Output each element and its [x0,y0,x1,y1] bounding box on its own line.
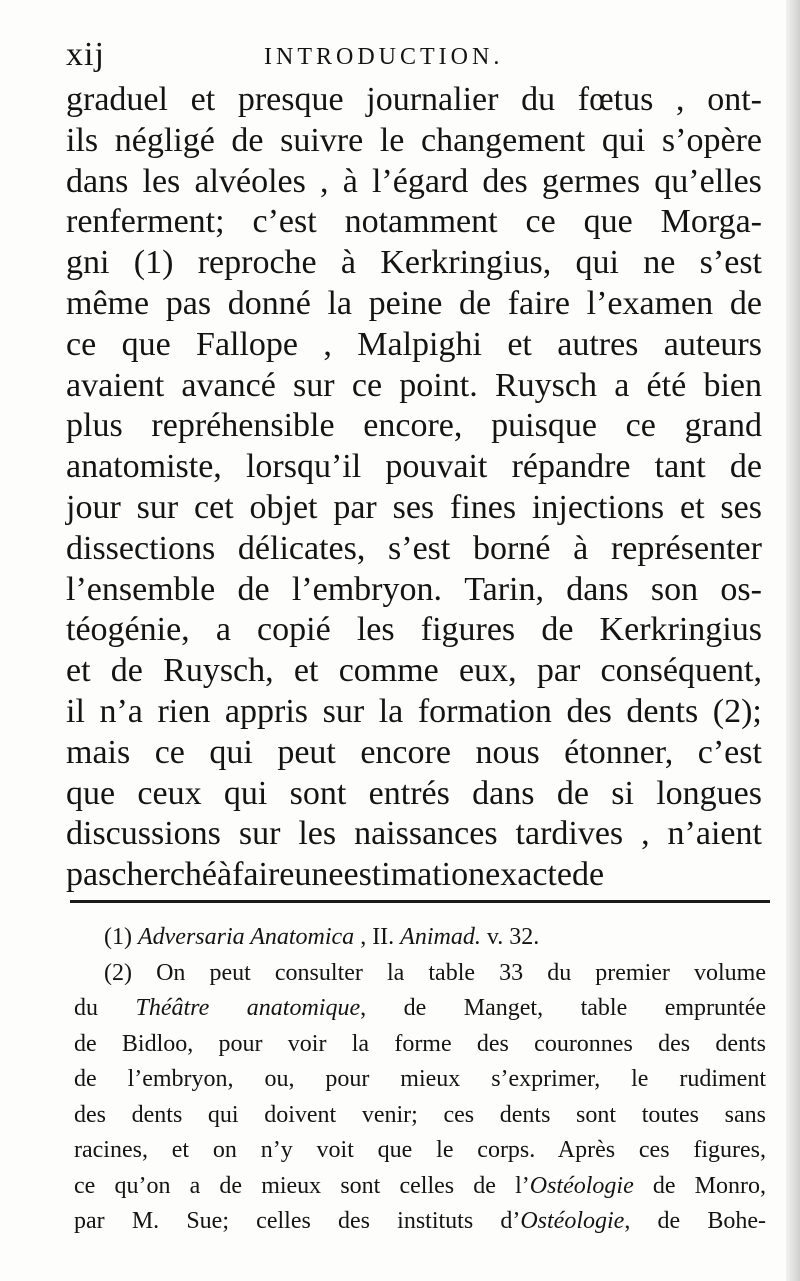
word: reproche [197,244,317,282]
word: nous [475,733,540,771]
word: faire [507,284,570,322]
footnote-2-line [74,1169,766,1205]
footnote-text: (2) On peut consulter la table 33 du premier volume [104,959,766,986]
footnote-2-line-text [104,956,766,992]
word: os- [720,570,762,608]
word: Kerkringius, [380,244,552,282]
word: que [121,325,171,363]
body-line [66,488,762,529]
word: dents [626,692,699,730]
word: injections [531,488,665,526]
word: tardives [515,815,624,853]
footnote-text: , de Manget, table empruntée [360,995,767,1021]
word: changement [420,121,586,159]
word: grand [684,407,762,445]
word: qui [223,774,268,812]
body-line [66,121,762,162]
footnote-2-line [74,1027,766,1063]
word: presque [237,81,344,118]
word: par [333,488,377,526]
word: longues [656,774,762,812]
word: dans [66,162,129,200]
word: fines [450,488,517,526]
footnote-2-line [74,1062,766,1098]
word: graduel [66,81,168,118]
word: s’opère [661,121,762,159]
word: et [680,488,705,526]
word: pouvait [385,448,488,486]
word: ce [66,325,97,363]
word: plus [66,407,123,445]
footnote-2-line [74,956,766,992]
body-text [66,80,762,896]
word: Tarin, [464,570,545,608]
word: et [507,325,532,363]
word: si [611,774,634,812]
word: des [482,162,528,200]
word: de [729,284,762,322]
word: Kerkringius [599,611,762,649]
footnote-1-abbrev: Animad. [400,924,481,950]
word: par [536,652,581,690]
word: ils [66,121,99,159]
word: cherché [111,856,218,894]
footnote-2-line-text [74,1169,766,1205]
word: entrés [368,774,450,812]
footnote-text: , de Bohe- [624,1208,766,1234]
word: point. [399,366,478,404]
word: des [566,692,612,730]
word: qu’elles [654,162,762,200]
body-line [66,284,762,325]
word: pas [66,856,112,894]
word: Ruysch, [163,652,274,690]
word: à [573,529,589,567]
word: été [646,366,687,404]
word: a [215,611,231,649]
word: peine [368,284,443,322]
footnote-1-marker: (1) [104,924,132,950]
word: négligé [114,121,215,159]
word: de [571,856,605,894]
italic-title: Théâtre anatomique [135,995,361,1021]
word: , [320,162,329,200]
word: dissections [66,529,216,567]
word: ont- [707,81,762,118]
page-edge-shadow [786,0,800,1281]
word: de [237,570,270,608]
word: c’est [697,733,762,771]
word: ce [625,407,656,445]
word: ceux [137,774,202,812]
word: les [298,815,337,853]
word: sur [322,692,365,730]
word: pas [165,284,212,322]
footnote-text: des dents qui doivent venir; ces dents sont toutes sans [74,1101,766,1128]
page-number: xij [66,36,105,73]
body-line [66,774,762,815]
body-line [66,855,762,896]
word: étonner, [564,733,674,771]
word: et [66,652,91,690]
word: ses [720,488,762,526]
word: , [323,325,332,363]
word: répandre [511,448,631,486]
word: sur [238,815,281,853]
footnote-text: racines, et on n’y voit que le corps. Après ces figures, [74,1137,766,1163]
word: une [294,856,344,894]
body-line [66,162,762,203]
word: lorsqu’il [245,448,362,486]
word: , [641,815,650,853]
word: , [676,81,685,118]
word: l’égard [371,162,469,200]
footnote-2-line-text [74,1062,766,1098]
word: peut [277,733,336,771]
word: même [66,284,150,322]
word: de [231,121,264,159]
word: Morga- [660,203,762,241]
footnote-text: du [74,995,136,1021]
word: à [340,244,357,282]
footnote-2-line-text [74,1098,766,1134]
footnote-2-line [74,1204,766,1240]
word: (2); [712,692,762,730]
body-line [66,80,762,121]
word: notamment [344,203,498,241]
word: qui [601,121,646,159]
footnote-2-line [74,1098,766,1134]
word: téogénie, [66,611,190,649]
word: discussions [66,815,221,853]
body-line [66,529,762,570]
word: de [729,448,762,486]
page-header [66,36,766,86]
italic-title: Ostéologie [520,1208,625,1234]
word: (1) [133,244,174,282]
word: jour [66,488,121,526]
word: cet [194,488,234,526]
word: suivre [280,121,364,159]
word: encore, [363,407,463,445]
word: borné [473,529,551,567]
footnote-2-line-text [74,1027,766,1063]
word: et [190,81,216,118]
word: l’embryon. [291,570,442,608]
word: exacte [485,856,572,894]
word: avancé [181,366,276,404]
word: délicates, [237,529,366,567]
word: que [66,774,116,812]
word: journalier [366,81,499,118]
word: repréhensible [151,407,335,445]
word: Ruysch [494,366,597,404]
word: alvéoles [194,162,306,200]
word: à [342,162,358,200]
footnotes [74,920,766,1240]
word: encore [360,733,451,771]
word: gni [66,244,110,282]
word: l’examen [586,284,714,322]
word: donné [227,284,311,322]
footnote-text: ce qu’on a de mieux sont celles de l’ [74,1172,530,1199]
word: qui [575,244,619,282]
word: avaient [66,366,165,404]
word: comme [338,652,439,690]
footnote-1-rest: , II. [360,924,395,950]
word: sur [293,366,335,404]
footnote-1-title: Adversaria Anatomica [137,924,355,950]
word: de [541,611,574,649]
word: le [379,121,405,159]
footnote-text: de l’embryon, ou, pour mieux s’exprimer, le rudiment [74,1066,766,1092]
word: de [458,284,492,322]
word: dans [566,570,629,608]
footnote-2-line [74,991,766,1027]
word: autres [557,325,639,363]
footnote-2-line-text [74,1204,766,1240]
running-head: INTRODUCTION. [264,44,504,70]
word: conséquent, [600,652,762,690]
word: rien [157,692,211,730]
word: bien [703,366,762,404]
footnote-2-line [74,1133,766,1169]
body-line [66,814,762,855]
word: représenter [610,529,762,567]
word: du [521,81,556,118]
footnote-2-line-text [74,991,766,1027]
footnote-text: par M. Sue; celles des instituts d’ [74,1208,521,1234]
word: fœtus [577,81,654,118]
word: formation [417,692,552,730]
body-line [66,243,762,284]
word: les [142,162,181,200]
footnote-2-line-text [74,1133,766,1169]
word: de [110,652,143,690]
word: son [650,570,699,608]
word: s’est [388,529,451,567]
word: n’a [99,692,143,730]
body-line [66,651,762,692]
word: auteurs [663,325,762,363]
word: sur [136,488,179,526]
word: l’ensemble [66,570,216,608]
footnote-1-ref: v. 32. [486,924,540,950]
word: c’est [252,203,317,241]
body-line [66,733,762,774]
word: et [293,652,319,690]
body-line [66,406,762,447]
word: ce [154,733,185,771]
word: a [614,366,630,404]
body-line [66,325,762,366]
word: estimation [343,856,486,894]
word: la [378,692,404,730]
body-line [66,366,762,407]
word: dans [472,774,535,812]
word: tant [654,448,706,486]
footnote-rule [70,900,770,903]
word: il [66,692,85,730]
word: à [217,856,233,894]
footnote-1 [74,920,766,956]
word: figures [420,611,516,649]
word: n’aient [667,815,762,853]
word: Malpighi [357,325,482,363]
body-line [66,570,762,611]
body-line [66,447,762,488]
word: que [583,203,633,241]
word: renferment; [66,203,225,241]
word: copié [257,611,331,649]
word: naissances [354,815,498,853]
word: ce [351,366,383,404]
word: sont [289,774,347,812]
word: ne [643,244,676,282]
word: qui [209,733,253,771]
word: Fallope [196,325,299,363]
word: les [356,611,395,649]
word: appris [224,692,309,730]
italic-title: Ostéologie [529,1172,634,1199]
body-line [66,202,762,243]
word: ce [525,203,556,241]
footnote-text: de Monro, [633,1172,766,1199]
word: puisque [491,407,597,445]
word: anatomiste, [66,448,222,486]
word: germes [541,162,641,200]
word: ses [392,488,435,526]
word: faire [232,856,295,894]
body-line [66,610,762,651]
word: s’est [699,244,762,282]
word: la [327,284,353,322]
word: eux, [459,652,517,690]
word: mais [66,733,131,771]
word: de [556,774,589,812]
footnote-text: de Bidloo, pour voir la forme des couronnes des dents [74,1030,766,1057]
word: objet [249,488,318,526]
body-line [66,692,762,733]
